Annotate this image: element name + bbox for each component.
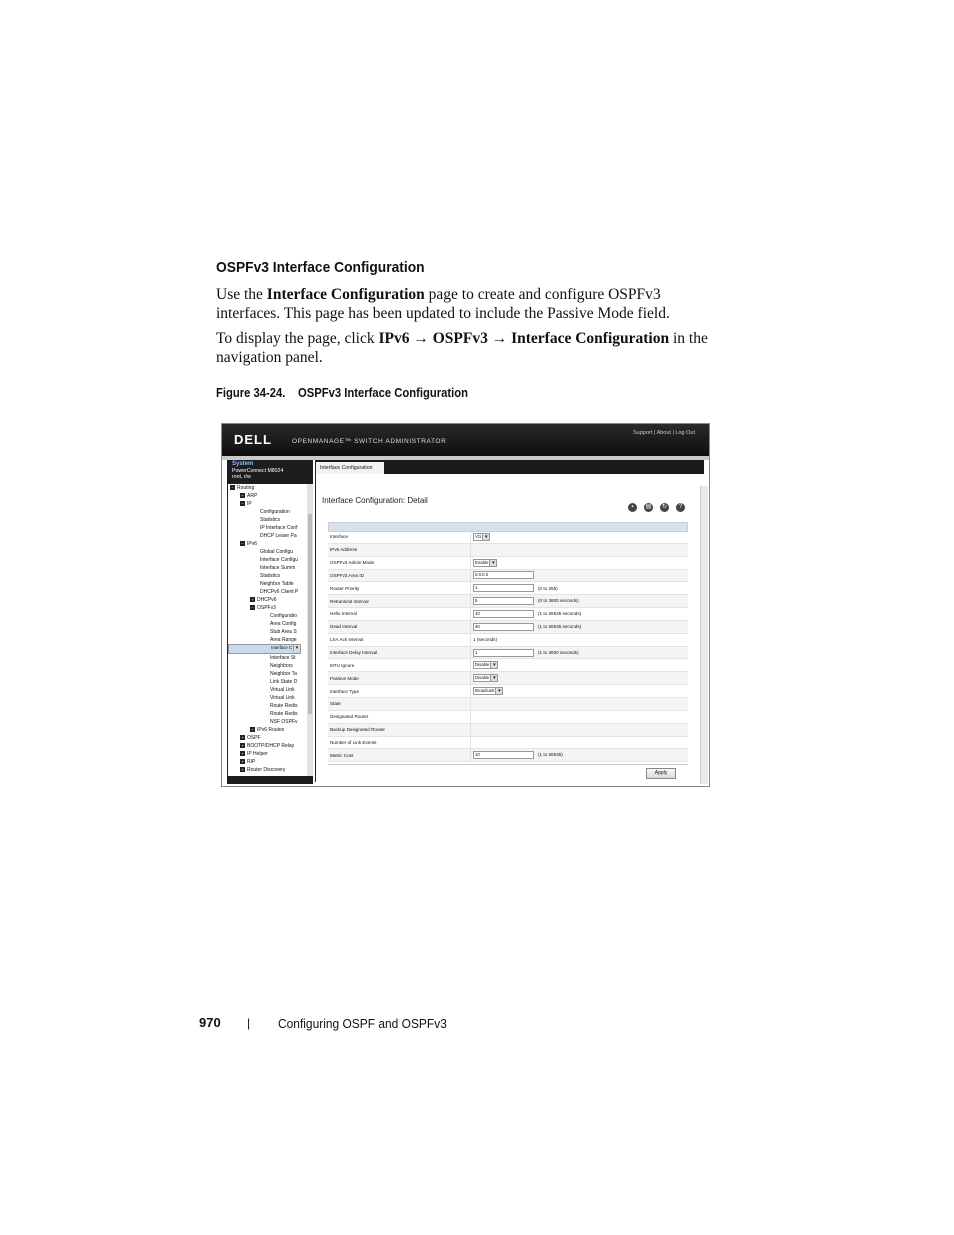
tree-item-label: Statistics — [260, 517, 281, 523]
save-icon[interactable]: ▪ — [628, 503, 637, 512]
form-row — [328, 723, 688, 736]
tab-bar — [316, 460, 704, 474]
field-value-cell — [471, 633, 689, 646]
page-title: Interface Configuration: Detail — [322, 496, 428, 505]
text-field[interactable]: 1 — [473, 584, 534, 592]
field-label: Backup Designated Router — [328, 723, 471, 736]
tree-item[interactable] — [228, 670, 308, 678]
tree-item[interactable] — [228, 710, 308, 718]
field-value-cell — [471, 672, 689, 685]
expand-icon[interactable]: + — [251, 597, 254, 603]
device-name: PowerConnect M8024 — [232, 467, 284, 474]
tree-item-label: IPv6 — [247, 541, 258, 547]
field-value-cell — [471, 582, 689, 595]
tree-item[interactable] — [228, 588, 308, 596]
form-row — [328, 620, 688, 633]
field-label: Interface — [328, 531, 471, 543]
tree-item[interactable] — [228, 516, 308, 524]
field-range-hint: (0 to 255) — [538, 585, 558, 591]
content-panel — [316, 474, 700, 784]
tree-item-label: Statistics — [260, 573, 281, 579]
tree-item-label: Route Redis — [270, 703, 298, 709]
tree-item-label: IP — [247, 501, 252, 507]
field-value-cell — [471, 710, 689, 723]
tree-item-label: OSPF — [247, 735, 261, 741]
field-label: Passive Mode — [328, 672, 471, 685]
form-row — [328, 659, 688, 672]
tree-item[interactable] — [228, 524, 308, 532]
field-label: OSPFv3 Admin Mode — [328, 556, 471, 569]
tree-item-label: DHCPv6 Client P — [260, 589, 299, 595]
field-value-cell — [471, 646, 689, 659]
tree-item[interactable] — [228, 532, 308, 540]
field-value-cell — [471, 659, 689, 672]
field-value: 1 (seconds) — [473, 637, 498, 643]
page-number: 970 — [199, 1015, 221, 1030]
field-range-hint: (1 to 65535 seconds) — [538, 624, 582, 630]
dropdown[interactable]: Vl1 ▾ — [473, 533, 490, 541]
form-row — [328, 608, 688, 621]
tree-item-label: OSPFv3 — [257, 605, 276, 611]
field-value-cell — [471, 749, 689, 762]
tree-item[interactable] — [228, 572, 308, 580]
expand-icon[interactable]: + — [241, 759, 244, 765]
chapter-title: Configuring OSPF and OSPFv3 — [278, 1016, 447, 1031]
tree-item-label: BOOTP/DHCP Relay — [247, 743, 295, 749]
field-label: Designated Router — [328, 710, 471, 723]
tree-item-label: Router Discovery — [247, 767, 286, 773]
system-label[interactable]: System — [232, 461, 254, 467]
figure-screenshot — [221, 423, 710, 787]
form-row — [328, 543, 688, 556]
section-heading: OSPFv3 Interface Configuration — [216, 259, 425, 276]
field-value-cell — [471, 569, 689, 582]
field-value-cell — [471, 608, 689, 621]
field-label: Metric Cost — [328, 749, 471, 762]
app-header — [222, 424, 709, 456]
tree-item[interactable] — [228, 734, 308, 742]
help-icon[interactable]: ? — [676, 503, 685, 512]
expand-icon[interactable]: + — [241, 751, 244, 757]
interface-config-term: Interface Configuration — [266, 286, 425, 303]
tree-item-label: Route Redis — [270, 711, 298, 717]
tree-item[interactable] — [228, 742, 308, 750]
text-field[interactable]: 0.0.0.0 — [473, 571, 534, 579]
dropdown[interactable]: Broadcast ▾ — [473, 687, 503, 695]
tree-item[interactable] — [228, 500, 308, 508]
content-scrollbar[interactable] — [700, 486, 708, 784]
field-label: Router Priority — [328, 582, 471, 595]
text-field[interactable]: 40 — [473, 623, 534, 631]
form-row — [328, 672, 688, 685]
field-label: Interface Delay Interval — [328, 646, 471, 659]
dropdown[interactable]: Disable ▾ — [473, 674, 498, 682]
form-row — [328, 582, 688, 595]
tree-footer — [227, 776, 313, 784]
tree-item-label: Interface Summ — [260, 565, 296, 571]
tree-item[interactable] — [228, 678, 308, 686]
tree-item-label: Routing — [237, 485, 255, 491]
form-row — [328, 595, 688, 608]
system-info — [227, 460, 313, 484]
tree-item-label: Virtual Link — [270, 695, 295, 701]
tree-item[interactable] — [228, 556, 308, 564]
field-value-cell — [471, 697, 689, 710]
text-field[interactable]: 1 — [473, 649, 534, 657]
tree-item[interactable] — [228, 508, 308, 516]
dropdown[interactable]: Disable ▾ — [473, 661, 498, 669]
field-range-hint: (0 to 3600 seconds) — [538, 598, 579, 604]
text-field[interactable]: 10 — [473, 751, 534, 759]
interface-config-form — [328, 531, 688, 762]
expand-icon[interactable]: + — [241, 743, 244, 749]
tree-item-label: Interface Configu — [260, 557, 299, 563]
footer-separator: | — [247, 1016, 251, 1030]
field-value-cell — [471, 595, 689, 608]
tree-item[interactable] — [228, 686, 308, 694]
form-divider — [328, 764, 688, 765]
tree-item-label: Virtual Link — [270, 687, 295, 693]
tree-item[interactable] — [228, 484, 308, 492]
tree-item-label: Neighbors — [270, 663, 293, 669]
field-label: Interface Type — [328, 685, 471, 698]
tree-item[interactable] — [228, 628, 308, 636]
field-value-cell — [471, 736, 689, 749]
figure-caption: Figure 34-24. OSPFv3 Interface Configuration — [216, 386, 469, 400]
tree-item[interactable] — [228, 636, 308, 644]
tree-item-label: Interface St — [270, 655, 296, 661]
tree-item-label: DHCP Lease Pa — [260, 533, 297, 539]
tree-item[interactable] — [228, 596, 308, 604]
field-label: Dead Interval — [328, 620, 471, 633]
expand-icon[interactable]: + — [241, 493, 244, 499]
tree-item[interactable] — [228, 540, 308, 548]
tab-interface-configuration[interactable]: Interface Configuration — [316, 462, 384, 474]
tree-item[interactable] — [228, 580, 308, 588]
field-label: Hello Interval — [328, 608, 471, 621]
apply-button[interactable]: Apply — [646, 768, 676, 779]
field-range-hint: (1 to 65535) — [538, 752, 563, 758]
tree-item-label: Interface C — [271, 645, 293, 650]
toolbar-icons — [628, 495, 692, 513]
user-info: root, r/w — [232, 474, 251, 480]
form-row — [328, 531, 688, 543]
tree-item-label: RIP — [247, 759, 256, 765]
form-row — [328, 569, 688, 582]
arrow-icon: → — [409, 330, 433, 347]
field-label: IPv6 Address — [328, 543, 471, 556]
field-label: OSPFv3 Area ID — [328, 569, 471, 582]
form-row — [328, 685, 688, 698]
tree-item-label: Link State D — [270, 679, 298, 685]
tree-item-label: Area Config — [270, 621, 297, 627]
tree-item-label: IP Interface Conf — [260, 525, 298, 531]
tree-item-label: IP Helper — [247, 751, 268, 757]
field-value-cell — [471, 556, 689, 569]
field-label: State — [328, 697, 471, 710]
field-label: Retransmit Interval — [328, 595, 471, 608]
field-label: Number of Link Events — [328, 736, 471, 749]
form-row — [328, 697, 688, 710]
form-row — [328, 556, 688, 569]
tree-item[interactable] — [228, 644, 301, 654]
dropdown[interactable]: Enable ▾ — [473, 559, 497, 567]
text-field[interactable]: 10 — [473, 610, 534, 618]
collapse-icon[interactable]: − — [231, 485, 234, 491]
arrow-icon: → — [487, 330, 512, 347]
expand-icon[interactable]: + — [241, 767, 244, 773]
field-range-hint: (1 to 3600 seconds) — [538, 649, 579, 655]
collapse-icon[interactable]: − — [241, 501, 244, 507]
tree-item-label: Configuration — [260, 509, 290, 515]
form-row — [328, 646, 688, 659]
dell-logo: DELL — [234, 432, 272, 447]
tree-item-label: Neighbor Ta — [270, 671, 297, 677]
field-value-cell — [471, 531, 689, 543]
tree-item[interactable] — [228, 766, 308, 774]
collapse-icon[interactable]: − — [241, 541, 244, 547]
field-value-cell — [471, 685, 689, 698]
tree-item-label: NSF OSPFv — [270, 719, 298, 725]
tree-item-label: Neighbor Table — [260, 581, 294, 587]
field-value-cell — [471, 620, 689, 633]
field-value-cell — [471, 543, 689, 556]
tree-item[interactable] — [228, 718, 308, 726]
text-field[interactable]: 5 — [473, 597, 534, 605]
field-value-cell — [471, 723, 689, 736]
tree-scroll-thumb[interactable] — [308, 514, 312, 714]
tree-item[interactable] — [228, 612, 308, 620]
form-row — [328, 736, 688, 749]
tree-item[interactable] — [228, 694, 308, 702]
form-row — [328, 633, 688, 646]
tree-item[interactable] — [228, 726, 308, 734]
tree-item-label: DHCPv6 — [257, 597, 277, 603]
tree-item-label: IPv6 Routes — [257, 727, 285, 733]
tree-item-label: Global Configu — [260, 549, 294, 555]
tree-item[interactable] — [228, 548, 308, 556]
product-name: OPENMANAGE™ SWITCH ADMINISTRATOR — [292, 438, 447, 445]
tree-item[interactable] — [228, 492, 308, 500]
print-icon[interactable]: ▤ — [645, 504, 652, 510]
intro-paragraph: Use the Interface Configuration page to create and configure OSPFv3 interfaces. This page has been updated to include the Passive Mode field. — [216, 286, 670, 322]
tree-item[interactable] — [228, 758, 308, 766]
tree-item[interactable] — [228, 620, 308, 628]
tree-item-label: ARP — [247, 493, 258, 499]
tree-item[interactable] — [228, 702, 308, 710]
header-links[interactable]: Support | About | Log Out — [633, 430, 695, 436]
field-range-hint: (1 to 65535 seconds) — [538, 611, 582, 617]
tree-item[interactable] — [228, 654, 308, 662]
field-label: MTU Ignore — [328, 659, 471, 672]
navigation-paragraph: To display the page, click IPv6 → OSPFv3 → Interface Configuration in the navigation panel. — [216, 330, 708, 366]
form-row — [328, 710, 688, 723]
tree-item-label: Area Range — [270, 637, 297, 643]
form-row — [328, 749, 688, 762]
field-label: LSA Ack Interval — [328, 633, 471, 646]
refresh-icon[interactable]: ↻ — [661, 504, 668, 510]
collapse-icon[interactable]: − — [251, 605, 254, 611]
tree-item[interactable] — [228, 662, 308, 670]
tree-item-label: Configuratio — [270, 613, 297, 619]
tree-item[interactable] — [228, 604, 308, 612]
navigation-tree — [227, 484, 308, 776]
tree-item[interactable] — [228, 750, 308, 758]
expand-icon[interactable]: + — [251, 727, 254, 733]
expand-icon[interactable]: + — [241, 735, 244, 741]
tree-item-label: Stub Area S — [270, 629, 297, 635]
tree-item[interactable] — [228, 564, 308, 572]
